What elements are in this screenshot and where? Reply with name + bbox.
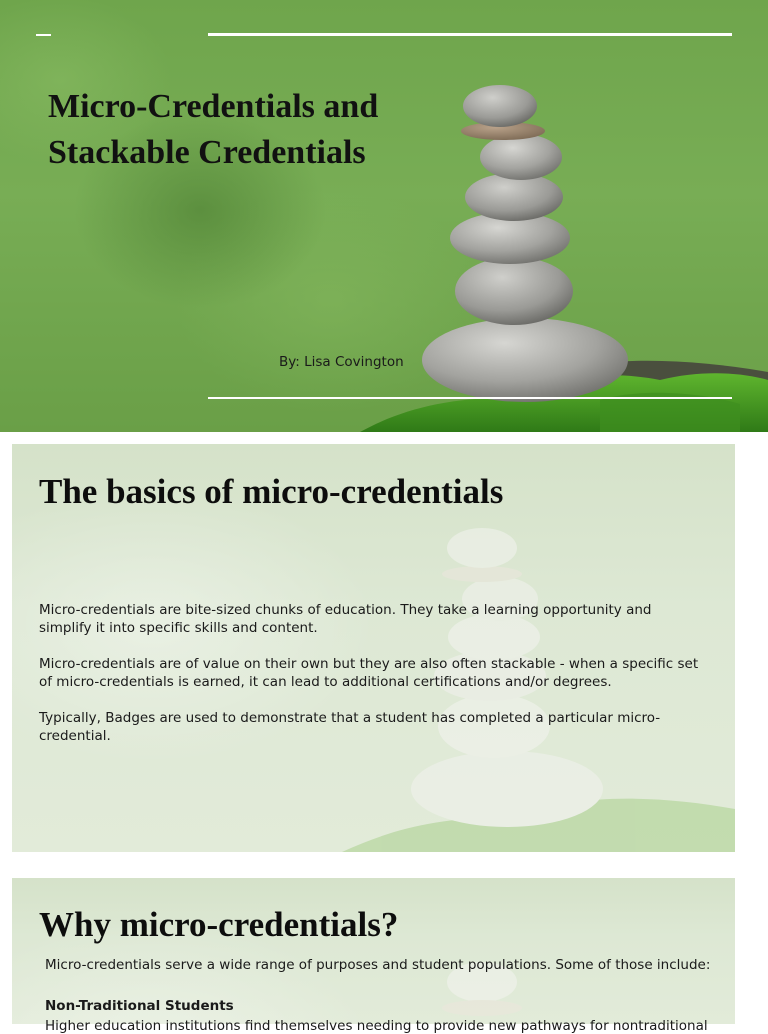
- slide-body: [39, 601, 699, 763]
- content-slide-why: [12, 878, 735, 1034]
- content-slide-basics: [12, 444, 735, 852]
- paragraph: Micro-credentials are bite-sized chunks of education. They take a learning opportunity and simplify it into specific skills and content.: [39, 602, 652, 636]
- subheading: Non-Traditional Students: [45, 998, 234, 1014]
- author-byline: By: Lisa Covington: [279, 354, 404, 370]
- accent-rule-bottom: [208, 397, 732, 399]
- slide-title: The basics of micro-credentials: [39, 472, 504, 511]
- slide-title: Why micro-credentials?: [39, 905, 399, 944]
- slide-intro: Micro-credentials serve a wide range of purposes and student populations. Some of those include:: [45, 957, 711, 973]
- paragraph: Typically, Badges are used to demonstrate that a student has completed a particular micro-credential.: [39, 710, 661, 744]
- cut-off-line: Higher education institutions find themselves needing to provide new pathways for nontraditional: [45, 1018, 708, 1034]
- title-slide: [0, 0, 768, 432]
- paragraph: Micro-credentials are of value on their own but they are also often stackable - when a specific set of micro-credentials is earned, it can lead to additional certifications and/or degrees.: [39, 656, 699, 690]
- presentation-title: Micro-Credentials and Stackable Credentials: [48, 88, 379, 171]
